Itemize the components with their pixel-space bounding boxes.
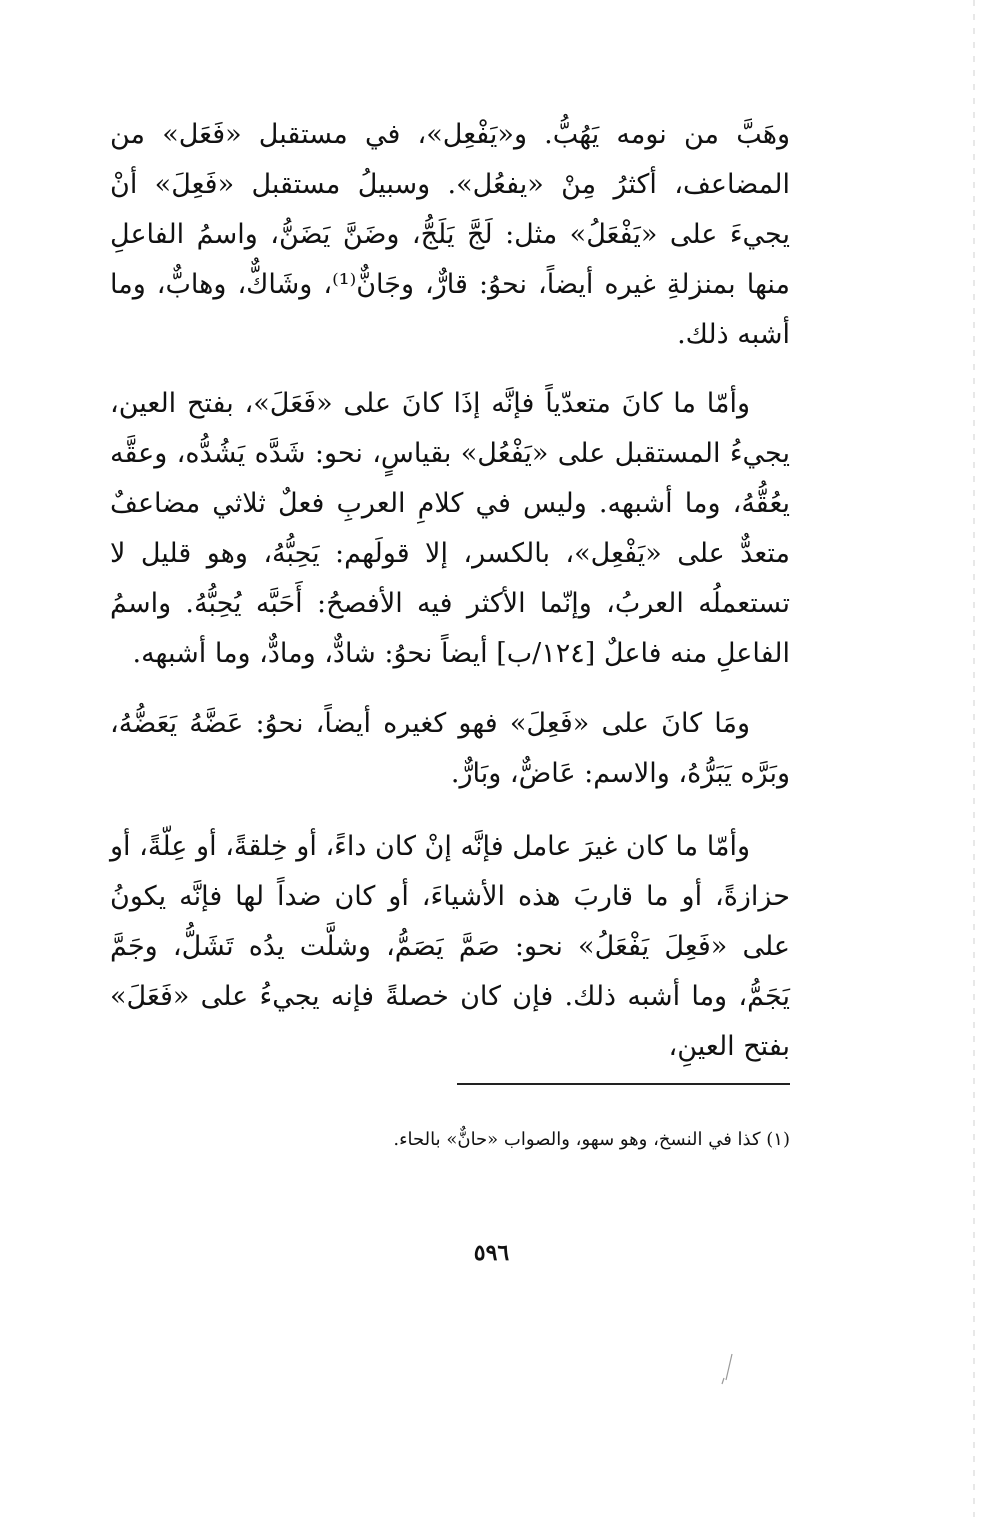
footnote-divider [457, 1083, 790, 1085]
paragraph-4: وأمّا ما كان غيرَ عامل فإنَّه إنْ كان داءً، أو خِلقةً، أو عِلّةً، أو حزازةً، أو ما قاربَ هذه الأشياءَ، أو كان ضداً لها فإنَّه يكونُ على «فَعِلَ يَفْعَلُ» نحو: صَمَّ يَصَمُّ، وشلَّت يدُه تَشَلُّ، وجَمَّ يَجَمُّ، وما أشبه ذلك. فإن كان خصلةً فإنه يجيءُ على «فَعَلَ» بفتح العينِ، [110, 831, 790, 1062]
pen-mark-icon [712, 1350, 742, 1390]
paragraph-3: ومَا كانَ على «فَعِلَ» فهو كغيره أيضاً، نحوُ: عَضَّهُ يَعَضُّهُ، وبَرَّه يَبَرُّهُ، والاسم: عَاضٌّ، وبَارٌّ. [110, 708, 790, 789]
paragraph-2: وأمّا ما كانَ متعدّياً فإنَّه إذَا كانَ على «فَعَلَ»، بفتح العين، يجيءُ المستقبل على «يَفْعُل» بقياسٍ، نحو: شَدَّه يَشُدُّه، وعقَّه يعُقُّهُ، وما أشبهه. وليس في كلامِ العربِ فعلٌ ثلاثي مضاعفٌ متعدٌّ على «يَفْعِل»، بالكسر، إلا قولَهم: يَحِبُّهُ، وهو قليل لا تستعملُه العربُ، وإنّما الأكثر فيه الأفصحُ: أَحَبَّه يُحِبُّهُ. واسمُ الفاعلِ منه فاعلٌ [١٢٤/ب] أيضاً نحوُ: شادٌّ، ومادٌّ، وما أشبهه. [110, 388, 790, 669]
paragraph-1: وهَبَّ من نومه يَهُبُّ. و«يَفْعِل»، في مستقبل «فَعَل» من المضاعف، أكثرُ مِنْ «يفعُل». وسبيلُ مستقبل «فَعِلَ» أنْ يجيءَ على «يَفْعَلُ» مثل: لَجَّ يَلَجُّ، وضَنَّ يَضَنُّ، واسمُ الفاعلِ منها بمنزلةِ غيره أيضاً، نحوُ: قارٌّ، وجَانٌّ⁽¹⁾، وشَاكٌّ، وهابٌّ، وما أشبه ذلك. [110, 119, 790, 350]
footnote: (١) كذا في النسخ، وهو سهو، والصواب «حانٌّ» بالحاء. [393, 1129, 790, 1150]
page-number: ٥٩٦ [473, 1240, 510, 1266]
scan-edge-shadow [973, 0, 975, 1517]
